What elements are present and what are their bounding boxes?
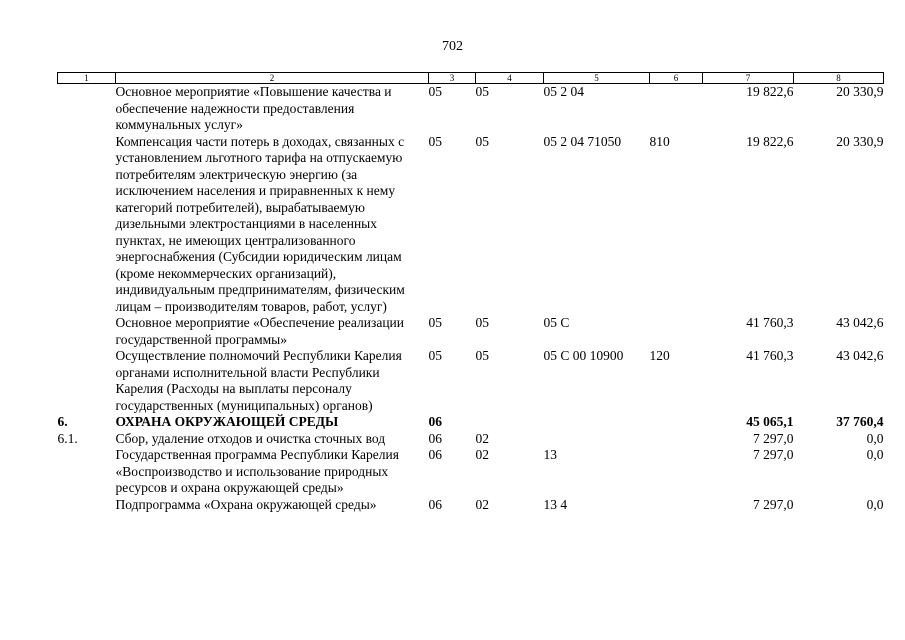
row-target-code: 05 2 04 71050 bbox=[543, 133, 622, 149]
row-amount-year1: 41 760,3 bbox=[746, 348, 794, 363]
row-target-code: 05 С 00 10900 bbox=[543, 348, 624, 363]
row-section: 06 bbox=[428, 496, 442, 512]
row-name: Основное мероприятие «Обеспечение реализации государственной программы» bbox=[115, 315, 404, 347]
row-amount-year2: 0,0 bbox=[866, 430, 884, 446]
row-number bbox=[58, 134, 116, 316]
row-subsection: 05 bbox=[475, 84, 489, 99]
row-number bbox=[58, 447, 116, 497]
row-name: ОХРАНА ОКРУЖАЮЩЕЙ СРЕДЫ bbox=[115, 414, 339, 429]
row-amount-year2: 43 042,6 bbox=[836, 348, 884, 363]
row-amount-year1: 19 822,6 bbox=[746, 133, 794, 149]
row-subsection: 02 bbox=[475, 496, 489, 512]
row-target-code: 13 4 bbox=[543, 496, 568, 512]
header-col-7: 7 bbox=[703, 73, 794, 84]
row-name: Подпрограмма «Охрана окружающей среды» bbox=[115, 496, 377, 512]
row-number bbox=[58, 84, 116, 134]
row-amount-year2: 0,0 bbox=[866, 447, 884, 462]
table-row bbox=[58, 84, 884, 134]
header-col-1: 1 bbox=[58, 73, 116, 84]
row-section: 05 bbox=[428, 348, 442, 363]
row-section: 05 bbox=[428, 84, 442, 99]
row-name: Основное мероприятие «Повышение качества и обеспечение надежности предоставления коммунальных услуг» bbox=[115, 84, 392, 132]
budget-table bbox=[57, 72, 884, 513]
row-name: Компенсация части потерь в доходах, связанных с установлением льготного тарифа на отпускаемую потребителям электрическую энергию (за исключением населения и приравненных к нему категорий потребителей), вырабатываемую дизельными электростанциями в населенных пунктах, не имеющих централизованного энергоснабжения (Субсидии юридическим лицам (кроме некоммерческих организаций), индивидуальным предпринимателям, физическим лицам – производителям товаров, работ, услуг) bbox=[115, 133, 405, 314]
row-section: 06 bbox=[428, 447, 442, 462]
table-row bbox=[58, 348, 884, 414]
row-amount-year2: 43 042,6 bbox=[836, 315, 884, 330]
header-col-3: 3 bbox=[429, 73, 476, 84]
header-col-2: 2 bbox=[116, 73, 429, 84]
header-col-8: 8 bbox=[794, 73, 884, 84]
row-number bbox=[58, 348, 116, 414]
row-section: 06 bbox=[428, 414, 442, 429]
row-name: Государственная программа Республики Карелия «Воспроизводство и использование природных ресурсов и охрана окружающей среды» bbox=[115, 447, 399, 495]
row-name: Осуществление полномочий Республики Карелия органами исполнительной власти Республики Карелия (Расходы на выплаты персоналу государственных (муниципальных) органов) bbox=[115, 348, 402, 413]
table-row bbox=[58, 447, 884, 497]
page-number: 702 bbox=[442, 39, 463, 54]
row-amount-year1: 19 822,6 bbox=[746, 84, 794, 99]
table-row bbox=[58, 497, 884, 514]
row-amount-year1: 7 297,0 bbox=[753, 447, 794, 462]
row-target-code: 05 С bbox=[543, 315, 570, 330]
row-subsection: 05 bbox=[475, 315, 489, 330]
row-expense-type bbox=[650, 447, 703, 497]
row-amount-year1: 7 297,0 bbox=[753, 496, 794, 512]
row-target-code bbox=[544, 414, 650, 431]
row-target-code: 05 2 04 bbox=[543, 84, 584, 99]
section-row bbox=[58, 414, 884, 431]
row-amount-year1: 45 065,1 bbox=[746, 414, 794, 429]
row-number bbox=[58, 497, 116, 514]
row-amount-year1: 41 760,3 bbox=[746, 315, 794, 330]
row-amount-year2: 20 330,9 bbox=[836, 84, 884, 99]
row-number: 6.1. bbox=[57, 430, 78, 446]
row-expense-type: 810 bbox=[649, 133, 670, 149]
row-target-code bbox=[544, 431, 650, 448]
row-amount-year1: 7 297,0 bbox=[753, 430, 794, 446]
row-section: 06 bbox=[428, 430, 442, 446]
row-expense-type bbox=[650, 315, 703, 348]
row-expense-type bbox=[650, 414, 703, 431]
row-number: 6. bbox=[57, 414, 68, 429]
row-subsection: 02 bbox=[475, 430, 489, 446]
table-row bbox=[58, 431, 884, 448]
row-subsection bbox=[476, 414, 544, 431]
row-expense-type bbox=[650, 431, 703, 448]
header-col-6: 6 bbox=[650, 73, 703, 84]
row-number bbox=[58, 315, 116, 348]
header-row bbox=[58, 73, 884, 84]
row-name: Сбор, удаление отходов и очистка сточных вод bbox=[115, 430, 386, 446]
row-amount-year2: 0,0 bbox=[866, 496, 884, 512]
row-subsection: 05 bbox=[475, 133, 489, 149]
row-target-code: 13 bbox=[543, 447, 557, 462]
row-expense-type: 120 bbox=[649, 348, 670, 363]
table-row bbox=[58, 134, 884, 316]
row-subsection: 02 bbox=[475, 447, 489, 462]
table-row bbox=[58, 315, 884, 348]
row-subsection: 05 bbox=[475, 348, 489, 363]
row-expense-type bbox=[650, 84, 703, 134]
row-expense-type bbox=[650, 497, 703, 514]
row-section: 05 bbox=[428, 133, 442, 149]
table-header bbox=[58, 73, 884, 84]
header-col-5: 5 bbox=[544, 73, 650, 84]
row-amount-year2: 37 760,4 bbox=[836, 414, 884, 429]
row-amount-year2: 20 330,9 bbox=[836, 133, 884, 149]
header-col-4: 4 bbox=[476, 73, 544, 84]
row-section: 05 bbox=[428, 315, 442, 330]
